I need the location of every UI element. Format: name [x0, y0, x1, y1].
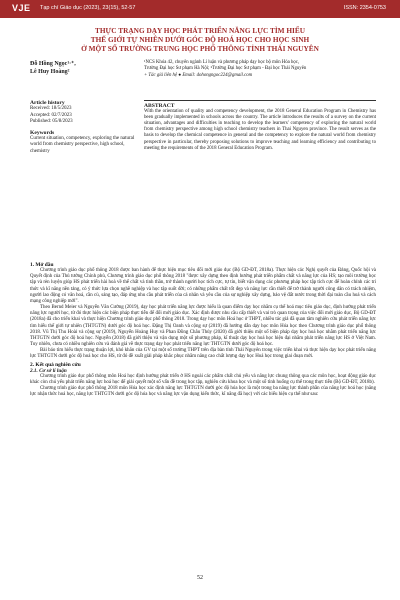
- keywords-heading: Keywords: [30, 129, 55, 136]
- abstract-heading: ABSTRACT: [144, 103, 175, 109]
- journal-citation: Tạp chí Giáo dục (2023), 23(15), 52-57: [40, 5, 136, 11]
- keywords-text: Current situation, competency, exploring the natural world from chemistry perspective, high school, chemistry: [30, 136, 135, 154]
- issn-label: ISSN: 2354-0753: [343, 5, 386, 11]
- author-affiliation: [144, 60, 374, 79]
- article-history-heading: Article history: [30, 100, 65, 106]
- accepted-date: Accepted: 02/7/2023: [30, 112, 72, 118]
- page-number: 52: [197, 575, 203, 581]
- article-body: [30, 261, 376, 398]
- abstract-panel: [144, 100, 376, 152]
- journal-logo: VJE: [12, 3, 31, 13]
- article-title: [50, 26, 350, 53]
- affiliation-line: ¹NCS Khóa 42, chuyên ngành Lí luận và phương pháp dạy học bộ môn Hóa học,: [144, 60, 300, 65]
- body-paragraph: Chương trình giáo dục phổ thông 2018 được ban hành để thực hiện mục tiêu đổi mới giáo dục (Bộ GD-ĐT, 2018a). Thực hiện các Nghị quyết của Đảng, Quốc hội và Quyết định của Thủ tướng Chính phủ, Chương trình giáo dục phổ thông 2018 "được xây dựng theo định hướng phát triển phẩm chất và năng lực của HS; tạo môi trường học tập và rèn luyện giúp HS phát triển hài hoà về thể chất và tinh thần, trở thành người học tích cực, tự tin, biết vận dụng các phương pháp học tập tích cực để hoàn chỉnh các tri thức và kĩ năng nền tảng, có ý thức lựa chọn nghề nghiệp và học tập suốt đời; có những phẩm chất tốt đẹp và năng lực cần thiết để trở thành người công dân có trách nhiệm, người lao động có văn hoá, cần cù, sáng tạo, đáp ứng nhu cầu phát triển của cá nhân và yêu cầu của sự nghiệp xây dựng, bảo vệ đất nước trong thời đại toàn cầu hoá và cách mạng công nghiệp mới".: [30, 268, 376, 304]
- author-name: Đỗ Hồng Ngọc¹·⁺,: [30, 61, 76, 67]
- section-heading: 1. Mở đầu: [30, 262, 54, 268]
- title-line: THỰC TRẠNG DẠY HỌC PHÁT TRIỂN NĂNG LỰC TÌM HIỂU: [94, 26, 306, 35]
- body-paragraph: Bài báo tìm hiểu thực trạng thuận lợi, khó khăn của GV tại một số trường THPT trên địa bàn tỉnh Thái Nguyên trong việc triển khai và thực hiện dạy học phát triển năng lực THTGTN dưới góc độ hoá học cho HS, từ đó đề xuất giải pháp khắc phục nhằm nâng cao chất lượng dạy học Hoá học trong giai đoạn mới.: [30, 348, 376, 360]
- body-paragraph: Theo Bernd Meier và Nguyễn Văn Cường (2019), dạy học phát triển năng lực được hiểu là quan điểm dạy học nhằm cụ thể hoá mục tiêu giáo dục, định hướng phát triển năng lực người học, từ đó thực hiện các biện pháp thực tiễn để đổi mới giáo dục. Xác định được nhu cầu cấp thiết và vai trò quan trọng của việc đổi mới giáo dục, Bộ GD-ĐT (2018a) đã cho triển khai và thực hiện Chương trình giáo dục phổ thông 2018. Trong dạy học môn Hoá học ở THPT, nhiều tác giả đã quan tâm nghiên cứu phát triển năng lực tìm hiểu thế giới tự nhiên (THTGTN) dưới góc độ hoá học. Đặng Thị Oanh và cộng sự (2019) đã hướng dẫn dạy học môn Hóa học theo Chương trình giáo dục phổ thông 2018. Vũ Thị Thu Hoài và cộng sự (2019), Nguyễn Hoàng Huy và Phan Đồng Châu Thủy (2020) đã giới thiệu một số biện pháp dạy học hoá học nhằm phát triển năng lực THTGTN dưới góc độ hoá học. Nguyễn (2018) đã giới thiệu và vận dụng một số phương pháp, kĩ thuật dạy học hoá học hiện đại nhằm phát triển năng lực HS ở Việt Nam. Tuy nhiên, chưa có nhiều nghiên cứu và đánh giá về thực trạng dạy học phát triển năng lực THTGTN dưới góc độ hoá học.: [30, 305, 376, 348]
- section-heading: 2. Kết quả nghiên cứu: [30, 361, 81, 368]
- subsection-heading: 2.1. Cơ sở lí luận: [30, 367, 67, 374]
- received-date: Received: 18/5/2023: [30, 106, 72, 112]
- author-name: Lê Huy Hoàng²: [30, 69, 70, 75]
- affiliation-line: + Tác giả liên hệ ● Email: dohongngoc224@gmail.com: [144, 72, 253, 78]
- body-paragraph: Chương trình giáo dục phổ thông môn Hoá học định hướng phát triển ở HS ngoài các phẩm chất chủ yếu và năng lực chung thông qua các môn học, hoạt động giáo dục khác còn chú yếu phát triển năng lực hoá học để giải quyết một số vấn đề trong học tập, nghiên cứu khoa học và một số tình huống cụ thể trong thực tiễn (Bộ GD-ĐT, 2018b).: [30, 373, 376, 385]
- affiliation-line: Trường Đại học Sư phạm Hà Nội; ²Trường Đại học Sư phạm - Đại học Thái Nguyên: [144, 66, 307, 72]
- abstract-text: With the orientation of quality and competency development, the 2018 General Education Program in Chemistry has been gradually implemented in schools across the country. The article introduces the results of a survey on the current situation, advantages and difficulties in teaching to develop the learners' competency of exploring the natural world from chemistry perspective among high school chemistry teachers in Thai Nguyen province. The result serves as the basis to develop the chemical competence in general and the competency to explore the natural world from chemistry perspective in particular, thereby proposing solutions to improve teaching and learning efficiency and contributing to meeting the requirements of the 2018 General Education Program.: [144, 109, 376, 151]
- title-line: Ở MỘT SỐ TRƯỜNG TRUNG HỌC PHỔ THÔNG TỈNH THÁI NGUYÊN: [81, 44, 319, 53]
- journal-header-bar: [0, 0, 400, 18]
- title-line: THẾ GIỚI TỰ NHIÊN DƯỚI GÓC ĐỘ HOÁ HỌC CHO HỌC SINH: [90, 35, 310, 44]
- body-paragraph: Chương trình giáo dục phổ thông 2018 môn Hóa học xác định năng lực THTGTN dưới góc độ hóa học là một trong ba năng lực thành phần của năng lực hoá học (năng lực nhận thức hoá học, năng lực THTGTN dưới góc độ hóa học và năng lực vận dụng kiến thức, kĩ năng đã học) với các biểu hiện cụ thể như sau:: [30, 386, 376, 398]
- published-date: Published: 05/8/2023: [30, 119, 73, 125]
- article-history-panel: [30, 100, 135, 155]
